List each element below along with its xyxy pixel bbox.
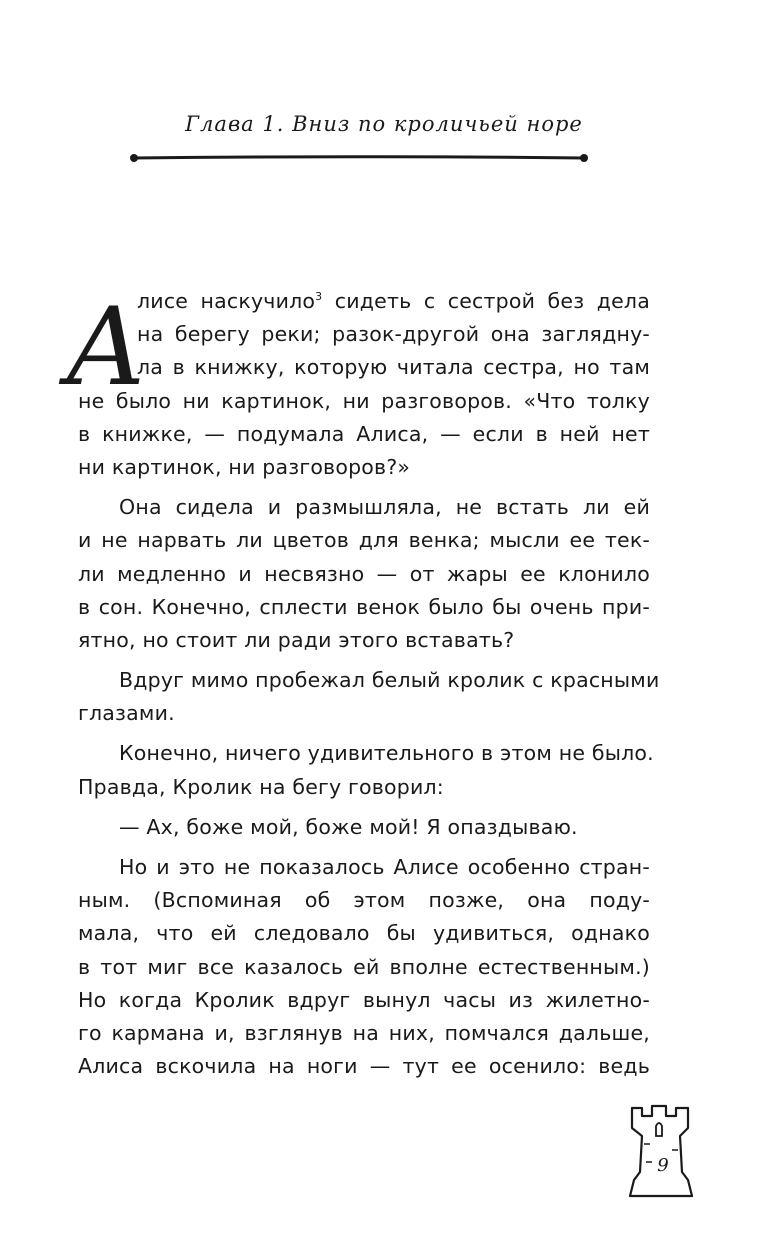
text-line: Она сидела и размышляла, не встать ли ей xyxy=(119,495,650,520)
text-line: Вдруг мимо пробежал белый кролик с красными xyxy=(119,668,660,693)
text-line: го кармана и, взглянув на них, помчался дальше, xyxy=(78,1020,650,1045)
chapter-title: Глава 1. Вниз по кроличьей норе xyxy=(185,112,583,136)
text-line: в книжке, — подумала Алиса, — если в ней нет xyxy=(78,421,650,446)
footnote-mark: 3 xyxy=(315,290,323,304)
text-line: Правда, Кролик на бегу говорил: xyxy=(78,774,444,799)
text-line: лисе наскучило$^3$ сидеть с сестрой без дела xyxy=(137,289,650,313)
page-number: 9 xyxy=(657,1155,669,1176)
text-line: глазами. xyxy=(78,701,175,726)
text-line: Конечно, ничего удивительного в этом не было. xyxy=(119,741,654,766)
text-line: не было ни картинок, ни разговоров. «Что толку xyxy=(78,388,650,413)
header-divider xyxy=(128,148,590,168)
text-line: — Ах, боже мой, боже мой! Я опаздываю. xyxy=(119,814,578,839)
text-line: Алиса вскочила на ноги — тут ее осенило: ведь xyxy=(78,1054,650,1079)
text-line: на берегу реки; разок-другой она заглядну- xyxy=(137,322,650,347)
text-line: ятно, но стоит ли ради этого вставать? xyxy=(78,627,515,652)
body-text xyxy=(78,285,660,1083)
text-line: и не нарвать ли цветов для венка; мысли ее тек- xyxy=(78,528,650,553)
text-line: мала, что ей следовало бы удивиться, однако xyxy=(78,921,650,946)
dropcap-glyph: А xyxy=(65,285,147,410)
text-line: в сон. Конечно, сплести венок было бы очень при- xyxy=(78,594,650,619)
text-line: ным. (Вспоминая об этом позже, она поду- xyxy=(78,888,650,913)
text-line: ла в книжку, которую читала сестра, но там xyxy=(137,355,650,380)
text-line: в тот миг все казалось ей вполне естественным.) xyxy=(78,954,650,979)
rook-tower-icon xyxy=(622,1100,702,1200)
text-line: Но когда Кролик вдруг вынул часы из жилетно- xyxy=(78,987,650,1012)
text-line: Но и это не показалось Алисе особенно стран- xyxy=(119,855,650,879)
text-line: ли медленно и несвязно — от жары ее клонило xyxy=(78,561,650,586)
text-line: ни картинок, ни разговоров?» xyxy=(78,454,411,479)
